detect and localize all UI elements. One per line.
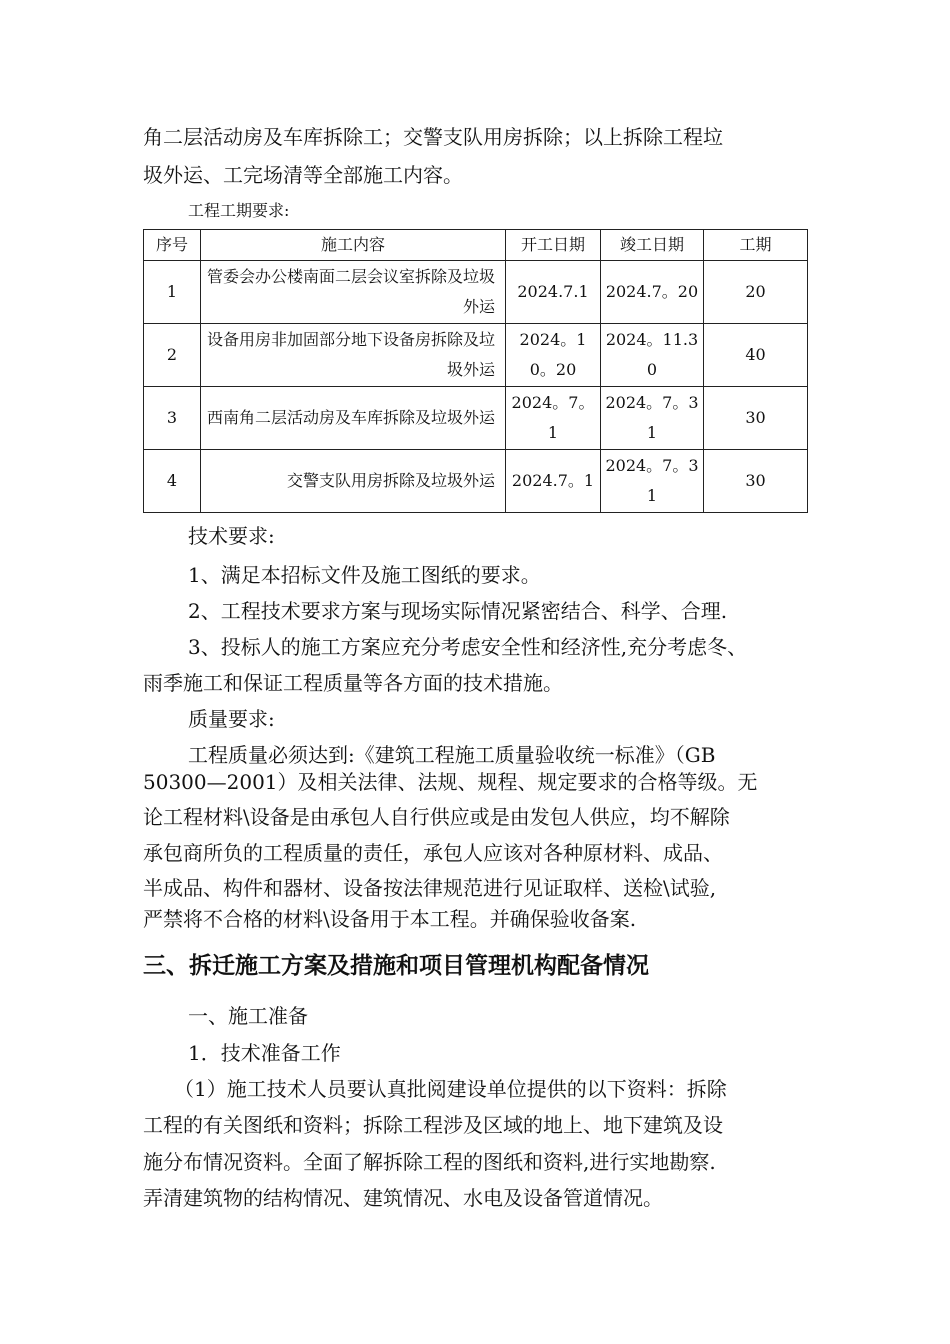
quality-line: 50300—2001）及相关法律、法规、规程、规定要求的合格等级。无 — [143, 770, 758, 794]
header-cell: 竣工日期 — [601, 230, 704, 261]
row-duration: 30 — [704, 450, 808, 513]
row-start-date: 2024。7。1 — [506, 387, 601, 450]
quality-line: 半成品、构件和器材、设备按法律规范进行见证取样、送检\试验, — [143, 876, 717, 900]
quality-title: 质量要求: — [188, 707, 275, 731]
row-start-date: 2024。10。20 — [506, 324, 601, 387]
row-start-date: 2024.7。1 — [506, 450, 601, 513]
row-end-date: 2024。7。31 — [601, 387, 704, 450]
row-content: 管委会办公楼南面二层会议室拆除及垃圾外运 — [201, 261, 506, 324]
header-cell: 开工日期 — [506, 230, 601, 261]
tech-item: 1、满足本招标文件及施工图纸的要求。 — [188, 563, 541, 587]
row-number: 1 — [144, 261, 201, 324]
intro-line: 角二层活动房及车库拆除工；交警支队用房拆除；以上拆除工程垃 — [143, 125, 723, 149]
table-row — [144, 450, 808, 513]
tech-item: 3、投标人的施工方案应充分考虑安全性和经济性,充分考虑冬、 — [188, 635, 748, 659]
row-end-date: 2024。11.30 — [601, 324, 704, 387]
row-number: 4 — [144, 450, 201, 513]
row-duration: 20 — [704, 261, 808, 324]
schedule-table — [143, 229, 808, 513]
row-number: 3 — [144, 387, 201, 450]
table-row — [144, 261, 808, 324]
row-content: 设备用房非加固部分地下设备房拆除及垃圾外运 — [201, 324, 506, 387]
schedule-caption: 工程工期要求: — [188, 201, 290, 220]
table-row — [144, 324, 808, 387]
header-cell: 施工内容 — [201, 230, 506, 261]
row-content: 交警支队用房拆除及垃圾外运 — [201, 450, 506, 513]
subheading: 1．技术准备工作 — [188, 1041, 341, 1065]
row-duration: 40 — [704, 324, 808, 387]
row-duration: 30 — [704, 387, 808, 450]
quality-line: 论工程材料\设备是由承包人自行供应或是由发包人供应，均不解除 — [143, 805, 730, 829]
subheading: 一、施工准备 — [188, 1004, 308, 1028]
tech-title: 技术要求: — [188, 524, 275, 548]
quality-line: 承包商所负的工程质量的责任，承包人应该对各种原材料、成品、 — [143, 841, 723, 865]
tech-item: 雨季施工和保证工程质量等各方面的技术措施。 — [143, 671, 563, 695]
table-header-row — [144, 230, 808, 261]
quality-line: 工程质量必须达到:《建筑工程施工质量验收统一标准》（GB — [188, 743, 716, 767]
paragraph-line: 施分布情况资料。全面了解拆除工程的图纸和资料,进行实地勘察. — [143, 1150, 716, 1174]
paragraph-line: 弄清建筑物的结构情况、建筑情况、水电及设备管道情况。 — [143, 1186, 663, 1210]
tech-item: 2、工程技术要求方案与现场实际情况紧密结合、科学、合理. — [188, 599, 728, 623]
row-end-date: 2024。7。31 — [601, 450, 704, 513]
section-heading: 三、拆迁施工方案及措施和项目管理机构配备情况 — [143, 953, 649, 979]
paragraph-line: 工程的有关图纸和资料；拆除工程涉及区域的地上、地下建筑及设 — [143, 1113, 723, 1137]
intro-line: 圾外运、工完场清等全部施工内容。 — [143, 163, 463, 187]
paragraph-line: （1）施工技术人员要认真批阅建设单位提供的以下资料：拆除 — [174, 1077, 727, 1101]
row-number: 2 — [144, 324, 201, 387]
row-start-date: 2024.7.1 — [506, 261, 601, 324]
row-content: 西南角二层活动房及车库拆除及垃圾外运 — [201, 387, 506, 450]
header-cell: 工期 — [704, 230, 808, 261]
table-row — [144, 387, 808, 450]
header-cell: 序号 — [144, 230, 201, 261]
row-end-date: 2024.7。20 — [601, 261, 704, 324]
quality-line: 严禁将不合格的材料\设备用于本工程。并确保验收备案. — [143, 907, 637, 931]
